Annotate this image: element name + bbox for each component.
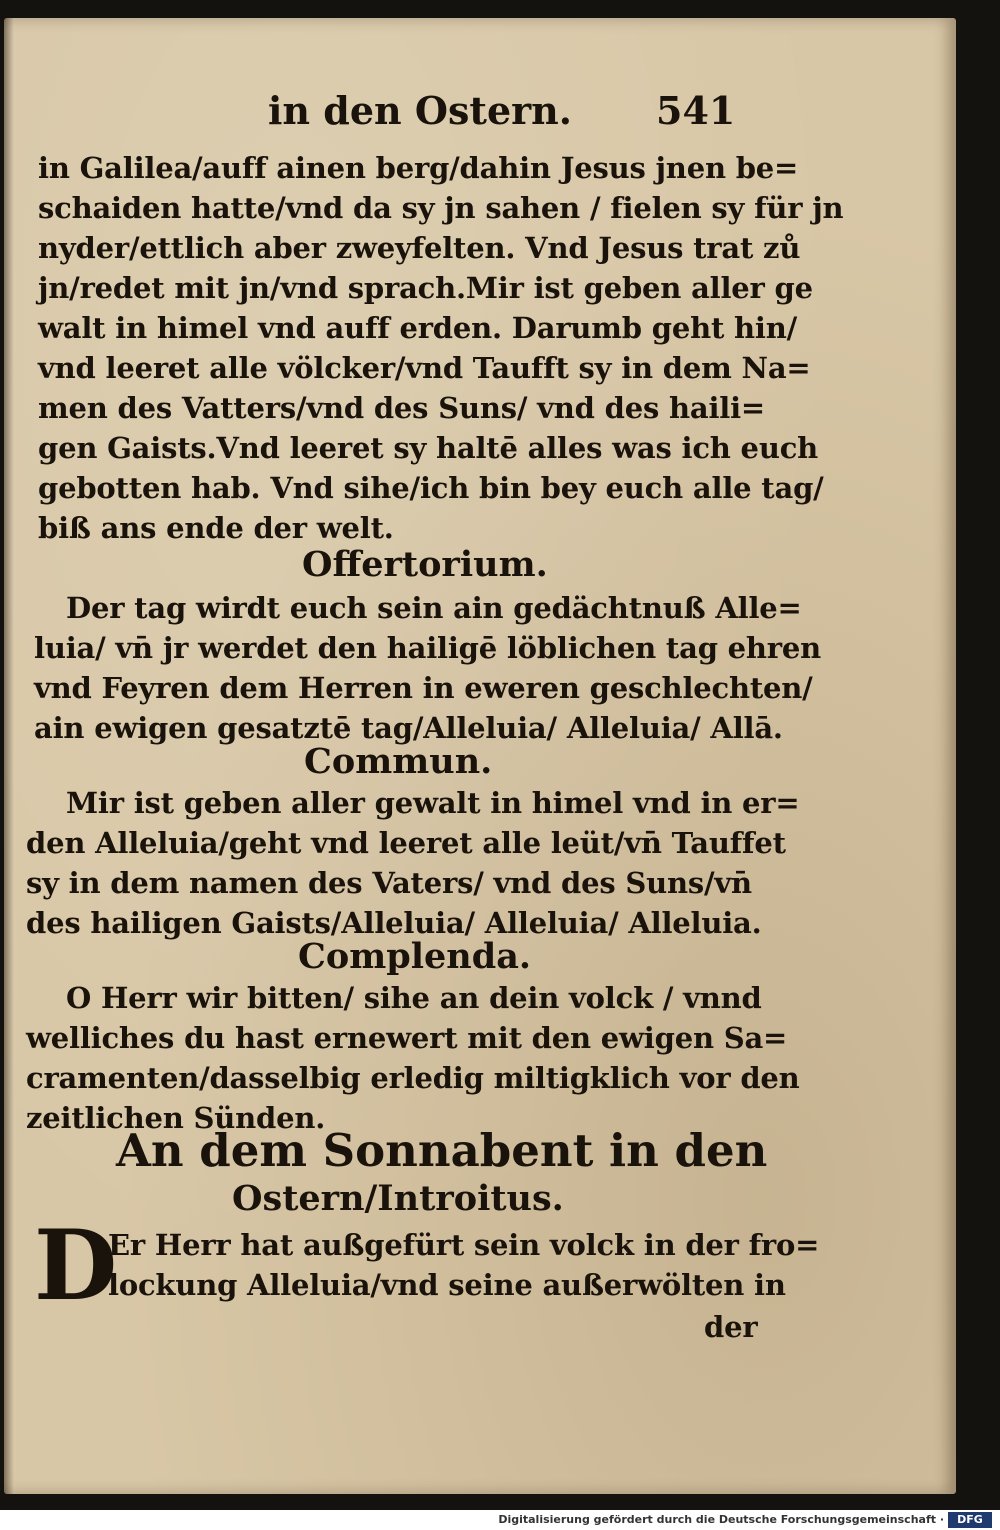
- funding-credit: Digitalisierung gefördert durch die Deutsche Forschungsgemeinschaft ·: [498, 1513, 944, 1526]
- offertorium-heading: Offertorium.: [302, 544, 548, 585]
- complenda-line: zeitlichen Sünden.: [26, 1101, 326, 1135]
- gospel-line: nyder/ettlich aber zweyfelten. Vnd Jesus trat zů: [38, 231, 801, 265]
- gospel-line: gen Gaists.Vnd leeret sy haltē alles was ich euch: [38, 431, 819, 465]
- folio-number: 541: [656, 88, 736, 133]
- commun-line: Mir ist geben aller gewalt in himel vnd in er=: [66, 786, 800, 820]
- complenda-line: O Herr wir bitten/ sihe an dein volck / vnnd: [66, 981, 762, 1015]
- complenda-heading: Complenda.: [298, 936, 532, 977]
- introitus-line: Er Herr hat außgefürt sein volck in der fro=: [108, 1228, 820, 1262]
- commun-line: den Alleluia/geht vnd leeret alle leüt/vn̄ Tauffet: [26, 826, 786, 860]
- running-head: in den Ostern.: [268, 88, 572, 133]
- scanned-book-page: [4, 18, 956, 1494]
- commun-line: sy in dem namen des Vaters/ vnd des Suns/vn̄: [26, 866, 752, 900]
- gospel-line: gebotten hab. Vnd sihe/ich bin bey euch alle tag/: [38, 471, 824, 505]
- section-subheading: Ostern/Introitus.: [232, 1178, 564, 1219]
- gospel-line: vnd leeret alle völcker/vnd Taufft sy in dem Na=: [38, 351, 811, 385]
- page-spine-shadow: [4, 18, 14, 1494]
- gospel-line: men des Vatters/vnd des Suns/ vnd des haili=: [38, 391, 766, 425]
- gospel-line: schaiden hatte/vnd da sy jn sahen / fielen sy für jn: [38, 191, 844, 225]
- introitus-line: lockung Alleluia/vnd seine außerwölten in: [108, 1268, 786, 1302]
- commun-heading: Commun.: [304, 741, 493, 782]
- offertorium-line: vnd Feyren dem Herren in eweren geschlechten/: [34, 671, 813, 705]
- section-heading: An dem Sonnabent in den: [116, 1124, 768, 1177]
- offertorium-line: ain ewigen gesatztē tag/Alleluia/ Alleluia/ Allā.: [34, 711, 783, 745]
- complenda-line: cramenten/dasselbig erledig miltigklich vor den: [26, 1061, 800, 1095]
- gospel-line: jn/redet mit jn/vnd sprach.Mir ist geben aller ge: [38, 271, 813, 305]
- gospel-line: walt in himel vnd auff erden. Darumb geht hin/: [38, 311, 798, 345]
- drop-cap-initial: D: [34, 1209, 118, 1322]
- complenda-line: welliches du hast ernewert mit den ewigen Sa=: [26, 1021, 788, 1055]
- catchword: der: [704, 1310, 758, 1344]
- gospel-line: in Galilea/auff ainen berg/dahin Jesus jnen be=: [38, 151, 799, 185]
- dfg-logo: DFG: [948, 1512, 992, 1528]
- offertorium-line: Der tag wirdt euch sein ain gedächtnuß Alle=: [66, 591, 802, 625]
- commun-line: des hailigen Gaists/Alleluia/ Alleluia/ Alleluia.: [26, 906, 762, 940]
- offertorium-line: luia/ vn̄ jr werdet den hailigē löblichen tag ehren: [34, 631, 822, 665]
- gospel-line: biß ans ende der welt.: [38, 511, 394, 545]
- footer-bar: [0, 1510, 1000, 1530]
